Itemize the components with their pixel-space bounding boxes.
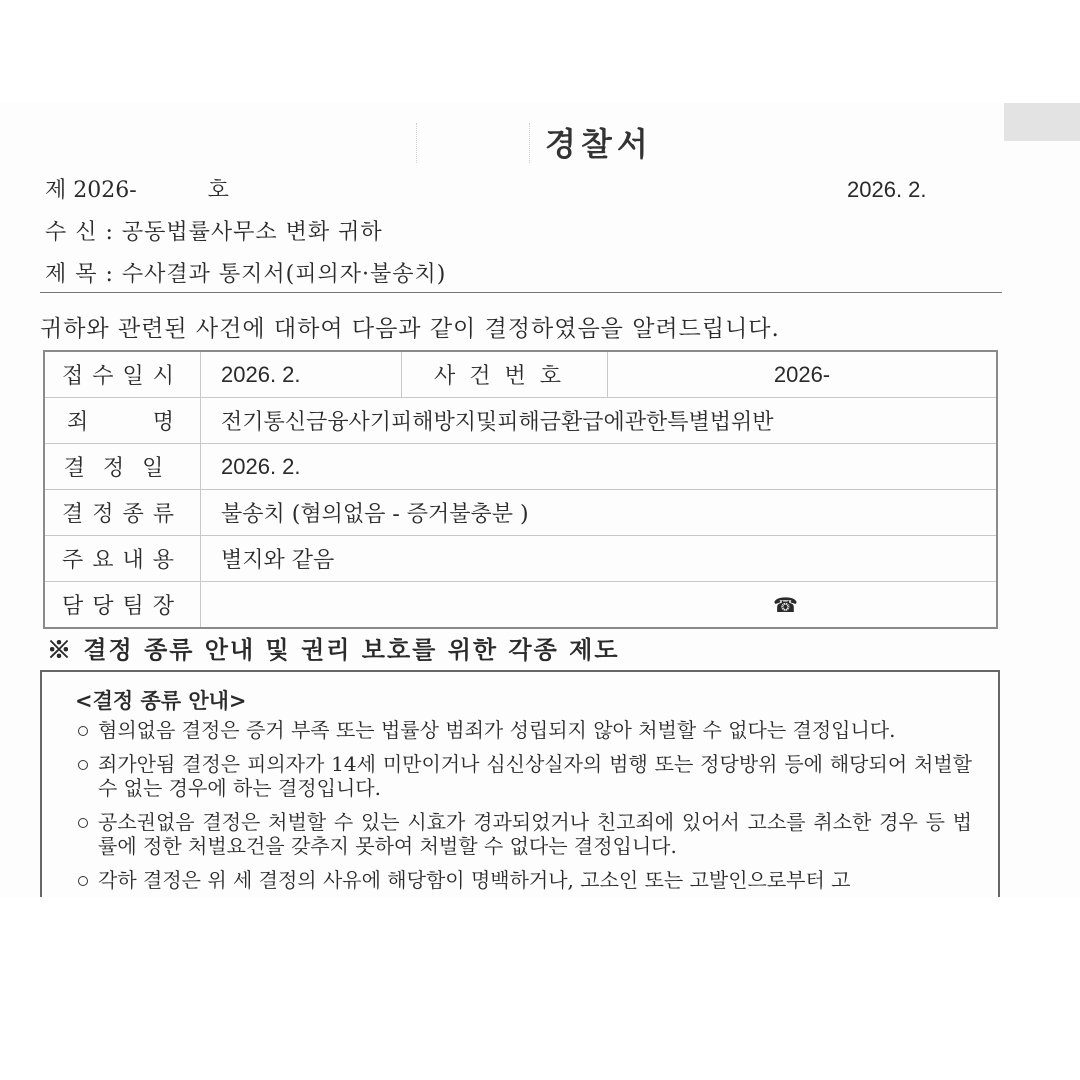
list-item: 죄가안됨 결정은 피의자가 14세 미만이거나 심신상실자의 범행 또는 정당방위 등에 해당되어 처벌할 수 없는 경우에 하는 결정입니다. [76, 752, 972, 800]
charge-label-part2: 명 [152, 410, 174, 435]
case-number-value: 2026- [608, 351, 998, 398]
decision-date-label: 결정일 [44, 444, 201, 490]
document-number [45, 173, 229, 204]
table-row [44, 398, 997, 444]
charge-label [44, 398, 201, 444]
decision-date-value: 2026. 2. [201, 444, 998, 490]
main-content-label: 주요내용 [44, 536, 201, 582]
case-info-table [43, 350, 998, 629]
section-title: ※ 결정 종류 안내 및 권리 보호를 위한 각종 제도 [47, 635, 620, 664]
scanned-document [0, 103, 1080, 897]
list-item: 각하 결정은 위 세 결정의 사유에 해당함이 명백하거나, 고소인 또는 고발인으로부터 고 [76, 868, 972, 892]
team-leader-value [201, 582, 998, 629]
decision-type-value: 불송치 (혐의없음 - 증거불충분 ) [201, 490, 998, 536]
recipient-line: 수 신 : 공동법률사무소 변화 귀하 [45, 220, 383, 245]
gray-corner-tab [1004, 103, 1080, 141]
decision-guide-box [40, 670, 1000, 897]
document-number-prefix: 제 2026- [45, 178, 137, 203]
charge-label-part1: 죄 [67, 410, 89, 435]
main-content-value: 별지와 같음 [201, 536, 998, 582]
document-date: 2026. 2. [847, 177, 927, 202]
receipt-value: 2026. 2. [201, 351, 402, 398]
redacted-station-name [416, 123, 530, 163]
case-number-label: 사건번호 [402, 351, 608, 398]
guide-list [76, 718, 972, 897]
subject-line: 제 목 : 수사결과 통지서(피의자·불송치) [45, 262, 447, 287]
charge-value: 전기통신금융사기피해방지및피해금환급에관한특별법위반 [201, 398, 998, 444]
document-number-suffix: 호 [207, 178, 229, 203]
table-row [44, 444, 997, 490]
team-leader-label: 담당팀장 [44, 582, 201, 629]
table-row [44, 490, 997, 536]
table-row [44, 582, 997, 629]
decision-type-label: 결정종류 [44, 490, 201, 536]
intro-sentence: 귀하와 관련된 사건에 대하여 다음과 같이 결정하였음을 알려드립니다. [40, 316, 780, 342]
list-item: 공소권없음 결정은 처벌할 수 있는 시효가 경과되었거나 친고죄에 있어서 고소를 취소한 경우 등 법률에 정한 처벌요건을 갖추지 못하여 처벌할 수 없다는 결정입니다. [76, 810, 972, 858]
document-title: 경찰서 [545, 125, 653, 163]
telephone-icon: ☎ [773, 592, 798, 617]
table-row [44, 351, 997, 398]
header-divider [40, 292, 1002, 293]
list-item: 혐의없음 결정은 증거 부족 또는 법률상 범죄가 성립되지 않아 처벌할 수 없다는 결정입니다. [76, 718, 972, 742]
receipt-label: 접수일시 [44, 351, 201, 398]
table-row [44, 536, 997, 582]
guide-heading: <결정 종류 안내> [75, 688, 247, 713]
